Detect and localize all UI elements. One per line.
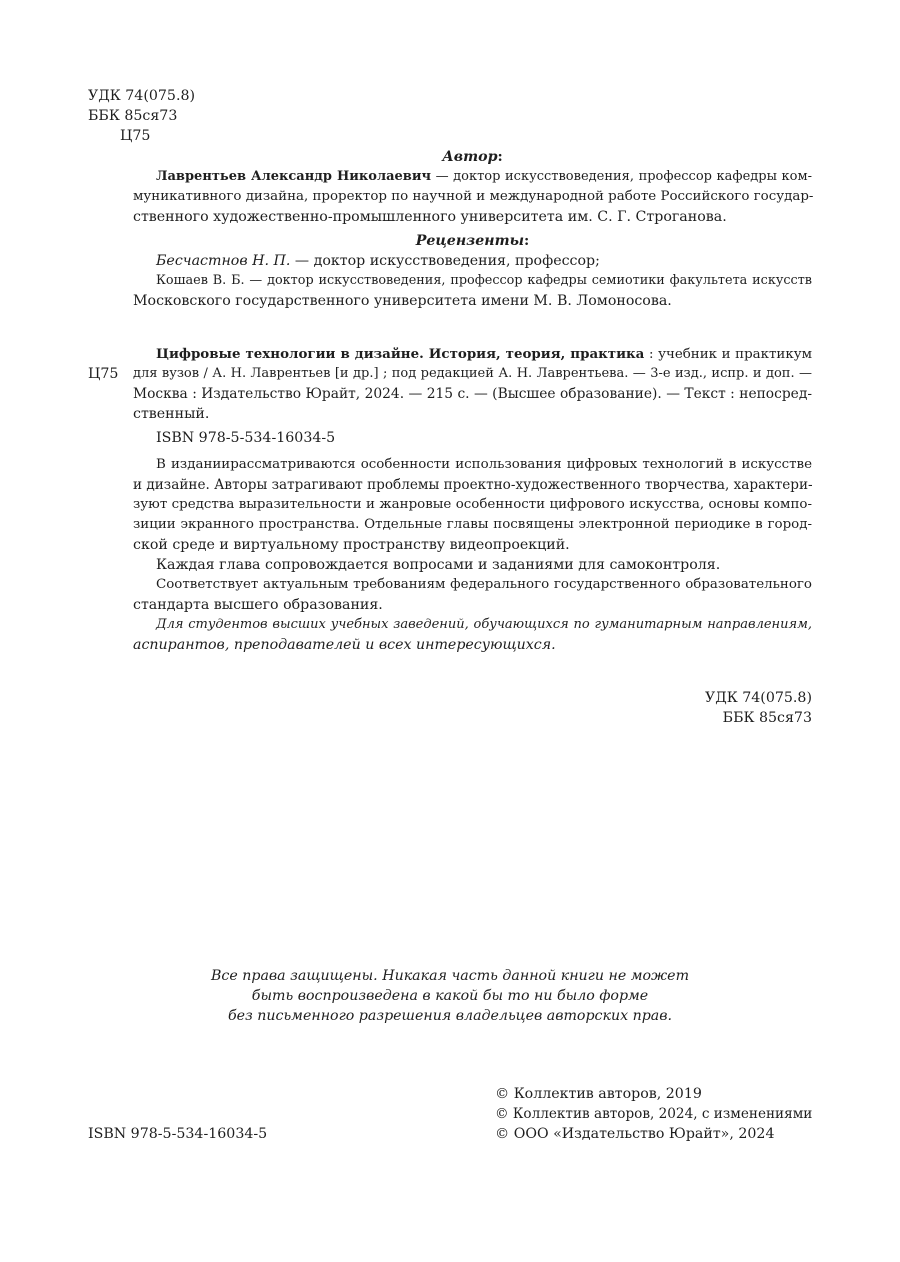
bibliographic-line-2: для вузов / А. Н. Лаврентьев [и др.] ; под редакцией А. Н. Лаврентьева. — 3-е изд., испр. и доп. — (133, 366, 812, 381)
reviewers-heading: Рецензенты (415, 233, 525, 249)
rights-line-1: Все права защищены. Никакая часть данной книги не может (210, 968, 690, 984)
copyright-3: © ООО «Издательство Юрайт», 2024 (495, 1126, 775, 1142)
annotation-p3-line-2: стандарта высшего образования. (133, 597, 383, 613)
author-desc-3: ственного художественно-промышленного университета им. С. Г. Строганова. (133, 209, 727, 225)
annotation-p1-line-2: и дизайне. Авторы затрагивают проблемы проектно-художественного творчества, характери- (133, 477, 813, 493)
annotation-p3-line-1: Соответствует актуальным требованиям федерального государственного образовательного (156, 577, 812, 592)
udk-code-right: УДК 74(075.8) (704, 690, 812, 706)
annotation-p1-line-1: В изданиирассматриваются особенности использования цифровых технологий в искусстве (156, 457, 812, 472)
author-heading: Автор (442, 149, 498, 165)
reviewer-1 (156, 251, 600, 271)
annotation-p1-line-3: зуют средства выразительности и жанровые особенности цифрового искусства, основы компо- (133, 497, 812, 512)
copyright-1: © Коллектив авторов, 2019 (495, 1086, 702, 1102)
annotation-p4-line-2: аспирантов, преподавателей и всех интересующихся. (133, 637, 556, 653)
author-heading-colon: : (497, 149, 503, 165)
reviewer-1-name: Бесчастнов Н. П. (156, 253, 291, 269)
bibliographic-line-1 (156, 344, 812, 365)
footer-isbn: ISBN 978-5-534-16034-5 (88, 1126, 268, 1142)
annotation-p2: Каждая глава сопровождается вопросами и заданиями для самоконтроля. (156, 557, 721, 573)
reviewer-1-desc: — доктор искусствоведения, профессор; (290, 253, 600, 269)
bbk-code-right: ББК 85ся73 (722, 710, 812, 726)
author-name: Лаврентьев Александр Николаевич (156, 169, 431, 184)
bibliographic-line-3: Москва : Издательство Юрайт, 2024. — 215 с. — (Высшее образование). — Текст : непосред- (133, 386, 812, 402)
rights-line-2: быть воспроизведена в какой бы то ни было форме (251, 988, 649, 1004)
bibliographic-line-4: ственный. (133, 406, 210, 422)
udk-code: УДК 74(075.8) (88, 88, 196, 104)
reviewers-heading-colon: : (524, 233, 530, 249)
author-heading-line (133, 147, 812, 167)
reviewer-2-line-1: Кошаев В. Б. — доктор искусствоведения, профессор кафедры семиотики факультета искусств (156, 273, 812, 288)
bibliographic-isbn: ISBN 978-5-534-16034-5 (156, 430, 336, 446)
author-desc-2: муникативного дизайна, проректор по научной и международной работе Российского государ- (133, 189, 814, 204)
bbk-code: ББК 85ся73 (88, 108, 178, 124)
annotation-p1-line-5: ской среде и виртуальному пространству видеопроекций. (133, 537, 570, 553)
book-title: Цифровые технологии в дизайне. История, теория, практика (156, 346, 645, 362)
copyright-2: © Коллектив авторов, 2024, с изменениями (495, 1106, 813, 1122)
reviewer-2-line-2: Московского государственного университета имени М. В. Ломоносова. (133, 293, 672, 309)
bibliographic-side-mark: Ц75 (88, 366, 119, 382)
author-line-1 (156, 167, 812, 187)
annotation-p1-line-4: зиции экранного пространства. Отдельные главы посвящены электронной периодике в город- (133, 517, 812, 532)
reviewers-heading-line (133, 231, 812, 251)
book-title-rest: : учебник и практикум (644, 347, 812, 362)
author-mark: Ц75 (120, 128, 151, 144)
rights-line-3: без письменного разрешения владельцев авторских прав. (227, 1008, 673, 1024)
author-desc-1: — доктор искусствоведения, профессор кафедры ком- (431, 169, 812, 184)
annotation-p4-line-1: Для студентов высших учебных заведений, обучающихся по гуманитарным направлениям, (156, 617, 812, 632)
